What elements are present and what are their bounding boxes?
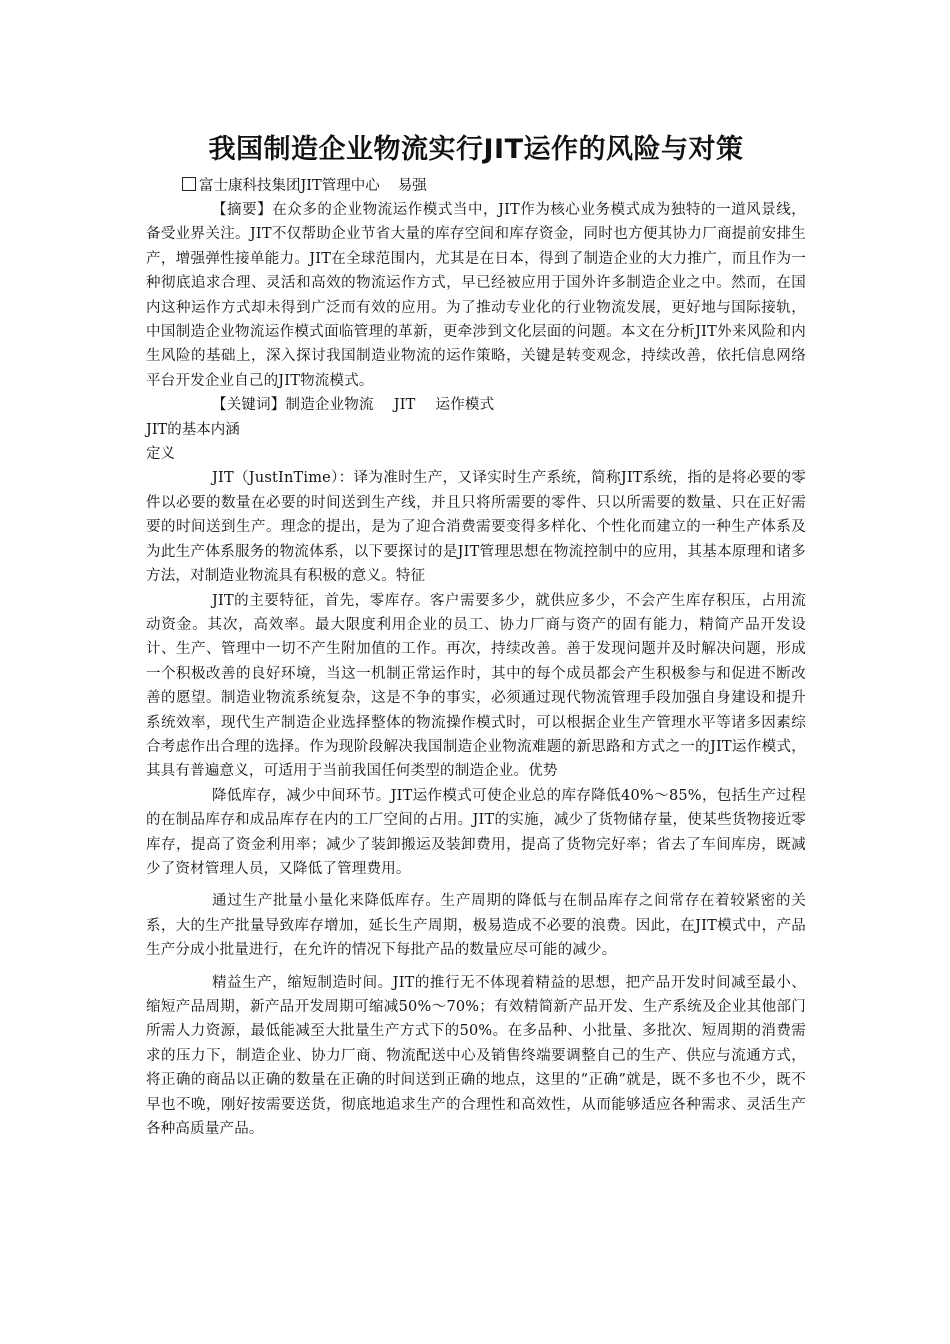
paragraph-advantage-2: 通过生产批量小量化来降低库存。生产周期的降低与在制品库存之间常存在着较紧密的关系，大的生产批量导致库存增加，延长生产周期，极易造成不必要的浪费。因此，在JIT模式中，产品生产分成小批量进行，在允许的情况下每批产品的数量应尽可能的减少。 bbox=[146, 893, 806, 959]
paragraph-features: JIT的主要特征，首先，零库存。客户需要多少，就供应多少，不会产生库存积压，占用流动资金。其次，高效率。最大限度利用企业的员工、协力厂商与资产的固有能力，精简产品开发设计、生产、管理中一切不产生附加值的工作。再次，持续改善。善于发现问题并及时解决问题，形成一个积极改善的良好环境，当这一机制正常运作时，其中的每个成员都会产生积极参与和促进不断改善的愿望。制造业物流系统复杂，这是不争的事实，必须通过现代物流管理手段加强自身建设和提升系统效率，现代生产制造企业选择整体的物流操作模式时，可以根据企业生产管理水平等诸多因素综合考虑作出合理的选择。作为现阶段解决我国制造企业物流难题的新思路和方式之一的JIT运作模式，其具有普遍意义，可适用于当前我国任何类型的制造企业。优势 bbox=[146, 592, 806, 780]
document-page bbox=[146, 130, 806, 1141]
checkbox-square-icon bbox=[182, 177, 196, 191]
paragraph-advantage-1: 降低库存，减少中间环节。JIT运作模式可使企业总的库存降低40%～85%，包括生产过程的在制品库存和成品库存在内的工厂空间的占用。JIT的实施，减少了货物储存量，使某些货物接近零库存，提高了资金利用率；减少了装卸搬运及装卸费用，提高了货物完好率；省去了车间库房，既减少了资材管理人员，又降低了管理费用。 bbox=[146, 787, 806, 877]
keyword-item: JIT bbox=[393, 397, 416, 414]
article-title: 我国制造企业物流实行JIT运作的风险与对策 bbox=[208, 134, 744, 165]
section-heading: JIT的基本内涵 bbox=[146, 421, 240, 438]
abstract-label: 【摘要】 bbox=[212, 202, 273, 218]
paragraph-advantage-3: 精益生产，缩短制造时间。JIT的推行无不体现着精益的思想，把产品开发时间减至最小、缩短产品周期，新产品开发周期可缩减50%～70%；有效精简新产品开发、生产系统及企业其他部门所需人力资源，最低能减至大批量生产方式下的50%。在多品种、小批量、多批次、短周期的消费需求的压力下，制造企业、协力厂商、物流配送中心及销售终端要调整自己的生产、供应与流通方式，将正确的商品以正确的数量在正确的时间送到正确的地点，这里的“正确”就是，既不多也不少，既不早也不晚，刚好按需要送货，彻底地追求生产的合理性和高效性，从而能够适应各种需求、灵活生产各种高质量产品。 bbox=[146, 974, 806, 1138]
byline bbox=[182, 174, 806, 198]
paragraph-definition: JIT（JustInTime）：译为准时生产，又译实时生产系统，简称JIT系统，指的是将必要的零件以必要的数量在必要的时间送到生产线，并且只将所需要的零件、只以所需要的数量、只在正好需要的时间送到生产。理念的提出，是为了迎合消费需要变得多样化、个性化而建立的一种生产体系及为此生产体系服务的物流体系，以下要探讨的是JIT管理思想在物流控制中的应用，其基本原理和诸多方法，对制造业物流具有积极的意义。特征 bbox=[146, 470, 806, 585]
keyword-item: 运作模式 bbox=[435, 397, 495, 414]
abstract-text: 在众多的企业物流运作模式当中，JIT作为核心业务模式成为独特的一道风景线，备受业界关注。JIT不仅帮助企业节省大量的库存空间和库存资金，同时也方便其协力厂商提前安排生产，增强弹性接单能力。JIT在全球范围内，尤其是在日本，得到了制造企业的大力推广，而且作为一种彻底追求合理、灵活和高效的物流运作方式，早已经被应用于国外许多制造企业之中。然而，在国内这种运作方式却未得到广泛而有效的应用。为了推动专业化的行业物流发展，更好地与国际接轨，中国制造企业物流运作模式面临管理的革新，更牵涉到文化层面的问题。本文在分析JIT外来风险和内生风险的基础上，深入探讨我国制造业物流的运作策略，关键是转变观念，持续改善，依托信息网络平台开发企业自己的JIT物流模式。 bbox=[146, 202, 806, 389]
keywords-paragraph bbox=[146, 393, 806, 417]
abstract-paragraph bbox=[146, 198, 806, 393]
keywords-label: 【关键词】 bbox=[212, 397, 286, 414]
keyword-item: 制造企业物流 bbox=[285, 397, 374, 414]
byline-org: 富士康科技集团JIT管理中心 bbox=[199, 178, 380, 194]
byline-author: 易强 bbox=[397, 178, 427, 194]
subsection-heading-definition: 定义 bbox=[146, 446, 175, 463]
